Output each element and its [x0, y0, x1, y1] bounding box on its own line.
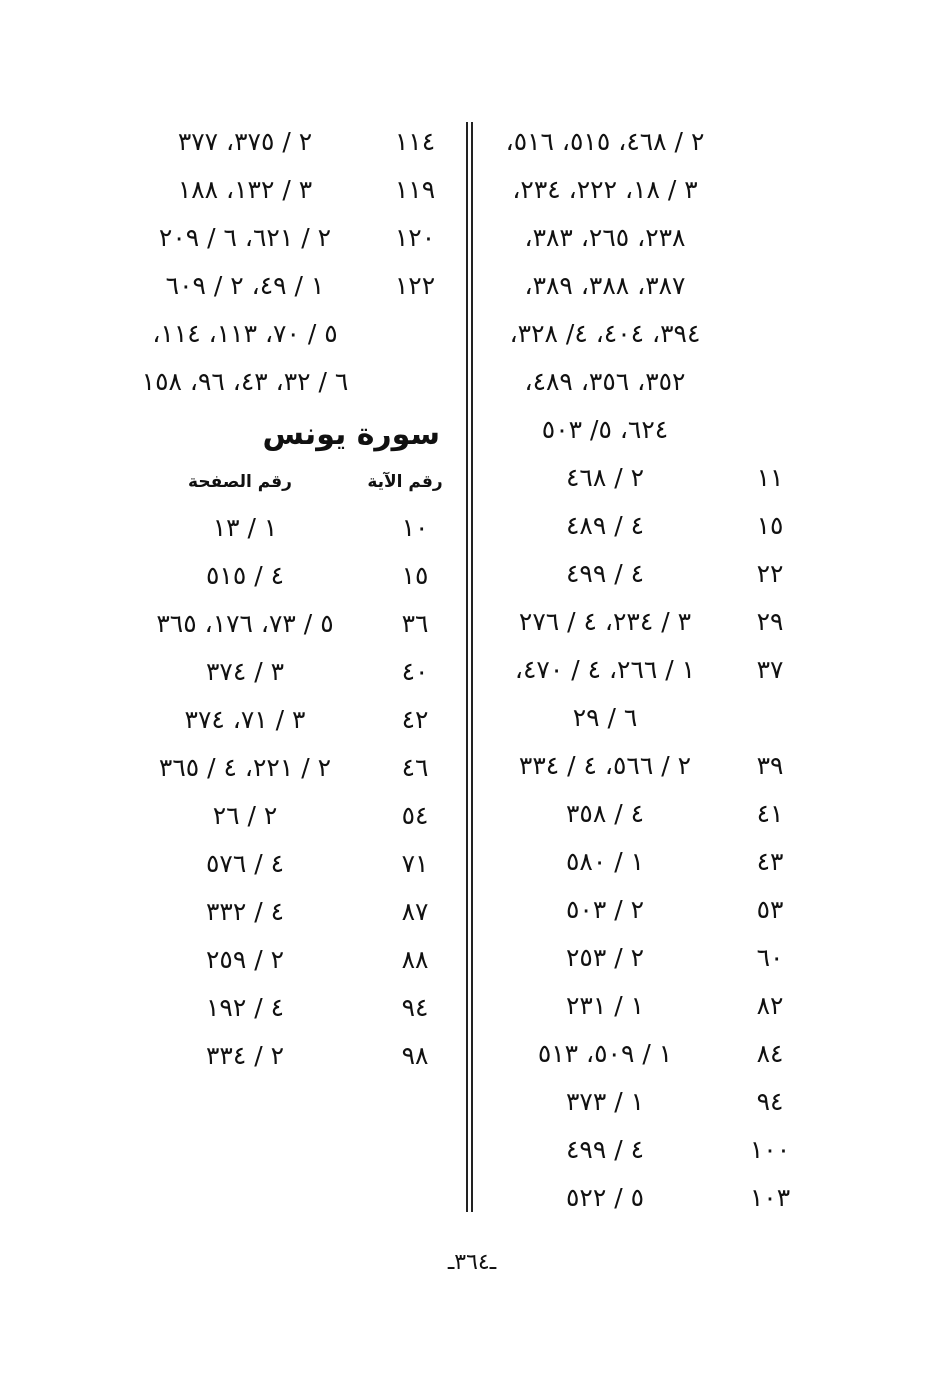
surah-title: سورة يونس	[262, 417, 440, 452]
verse-number: ٦٠	[756, 943, 784, 972]
page-references: ١ / ٥٠٩، ٥١٣	[537, 1039, 673, 1068]
verse-number: ٩٨	[401, 1041, 429, 1070]
page-references: ٤ / ٤٩٩	[565, 1135, 645, 1164]
page-references: ٥ / ٧٠، ١١٣، ١١٤،	[152, 319, 338, 348]
verse-number	[730, 122, 810, 162]
page-references: ١ / ٣٧٣	[565, 1087, 645, 1116]
page-references: ١ / ٢٦٦، ٤ / ٤٧٠،	[514, 655, 696, 684]
page-references: ٦ / ٣٢، ٤٣، ٩٦، ١٥٨	[141, 367, 349, 396]
page-references: ٥ / ٥٢٢	[565, 1183, 645, 1212]
verse-number: ١١٩	[394, 175, 436, 204]
verse-number: ٤٢	[401, 705, 429, 734]
page-references: ١ / ٥٨٠	[565, 847, 645, 876]
verse-number	[375, 362, 455, 402]
verse-number: ١١	[756, 463, 784, 492]
page-references: ٢ / ٢٥٩	[205, 945, 285, 974]
page-references: ٢ / ٢٢١، ٤ / ٣٦٥	[158, 753, 332, 782]
page-references: ٢ / ٥٦٦، ٤ / ٣٣٤	[518, 751, 692, 780]
verse-number: ١٢٢	[394, 271, 436, 300]
verse-number: ٤٠	[401, 657, 429, 686]
page-references: ٢ / ٣٣٤	[205, 1041, 285, 1070]
page-references: ٤ / ١٩٢	[205, 993, 285, 1022]
page-references: ٢ / ٤٦٨	[565, 463, 645, 492]
verse-number: ١٢٠	[394, 223, 436, 252]
verse-number: ١٥	[401, 561, 429, 590]
page-references: ٥ / ٧٣، ١٧٦، ٣٦٥	[156, 609, 334, 638]
page-references: ٢ / ٢٥٣	[565, 943, 645, 972]
page-references: ٣ / ١٣٢، ١٨٨	[177, 175, 313, 204]
verse-number: ٢٩	[756, 607, 784, 636]
page-references: ٣ / ٣٧٤	[205, 657, 285, 686]
page-references: ٤ / ٤٨٩	[565, 511, 645, 540]
verse-number: ٣٦	[401, 609, 429, 638]
verse-number: ١١٤	[394, 127, 436, 156]
verse-number	[730, 266, 810, 306]
page-references: ٤ / ٣٣٢	[205, 897, 285, 926]
page-number: ـ٣٦٤ـ	[447, 1250, 497, 1275]
verse-number	[375, 314, 455, 354]
verse-number: ١٠٣	[749, 1183, 791, 1212]
verse-number	[730, 170, 810, 210]
page-references: ٢ / ٢٦	[212, 801, 278, 830]
verse-number: ٤٣	[756, 847, 784, 876]
verse-number	[730, 362, 810, 402]
verse-number	[730, 410, 810, 450]
verse-number: ١٥	[756, 511, 784, 540]
page-references: ٣ / ٧١، ٣٧٤	[184, 705, 306, 734]
page-references: ٢ / ٦٢١، ٦ / ٢٠٩	[158, 223, 332, 252]
column-divider	[466, 122, 473, 1212]
verse-number	[730, 698, 810, 738]
verse-number: ٩٤	[756, 1087, 784, 1116]
verse-number	[730, 314, 810, 354]
page-references: ٦٢٤، ٥/ ٥٠٣	[541, 415, 669, 444]
page-references: ٤ / ٥١٥	[205, 561, 285, 590]
page-references: ٢ / ٣٧٥، ٣٧٧	[177, 127, 313, 156]
verse-number: ٨٢	[756, 991, 784, 1020]
verse-number: ٤٦	[401, 753, 429, 782]
verse-number: ٨٧	[401, 897, 429, 926]
page-references: ١ / ١٣	[212, 513, 278, 542]
page-references: ٢ / ٥٠٣	[565, 895, 645, 924]
page-references: ١ / ٤٩، ٢ / ٦٠٩	[165, 271, 325, 300]
page-references: ٤ / ٥٧٦	[205, 849, 285, 878]
verse-number: ٣٧	[756, 655, 784, 684]
verse-number: ٣٩	[756, 751, 784, 780]
verse-number: ٩٤	[401, 993, 429, 1022]
page-references: ٣٥٢، ٣٥٦، ٤٨٩،	[524, 367, 686, 396]
page-references: ٢ / ٤٦٨، ٥١٥، ٥١٦،	[505, 127, 705, 156]
verse-number: ١٠٠	[749, 1135, 791, 1164]
page-references: ٦ / ٢٩	[572, 703, 638, 732]
verse-number: ٢٢	[756, 559, 784, 588]
verse-number	[730, 218, 810, 258]
page-references: ٢٣٨، ٢٦٥، ٣٨٣،	[524, 223, 686, 252]
page-references: ٣٨٧، ٣٨٨، ٣٨٩،	[524, 271, 686, 300]
verse-number: ٨٨	[401, 945, 429, 974]
page-references: ٣ / ٢٣٤، ٤ / ٢٧٦	[518, 607, 692, 636]
header-page-number: رقم الصفحة	[188, 472, 292, 492]
verse-number: ٥٤	[401, 801, 429, 830]
page-references: ٣٩٤، ٤٠٤، ٤/ ٣٢٨،	[509, 319, 701, 348]
page-references: ١ / ٢٣١	[565, 991, 645, 1020]
verse-number: ٧١	[401, 849, 429, 878]
page-references: ٤ / ٤٩٩	[565, 559, 645, 588]
page-references: ٤ / ٣٥٨	[565, 799, 645, 828]
verse-number: ٤١	[756, 799, 784, 828]
verse-number: ١٠	[401, 513, 429, 542]
verse-number: ٨٤	[756, 1039, 784, 1068]
page-references: ٣ / ١٨، ٢٢٢، ٢٣٤،	[512, 175, 698, 204]
header-verse-number: رقم الآية	[367, 472, 443, 492]
verse-number: ٥٣	[756, 895, 784, 924]
